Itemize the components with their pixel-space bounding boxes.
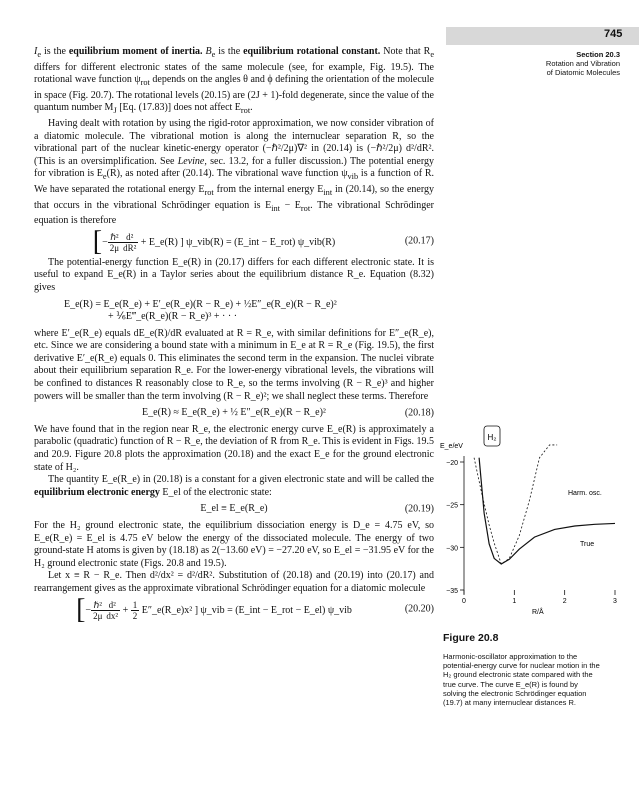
x-axis-label: R/Å [532,609,544,616]
chart-plot-area [446,445,617,605]
body-text [34,46,434,625]
paragraph-2: Having dealt with rotation by using the rigid-rotor approximation, we now consider vibration of a diatomic molecule. The vibrational motion is along the internuclear separation R, so the vibrational part of the nuclear kinetic-energy operator (−ℏ²/2μ)∇² in (20.14) is (−ℏ²/2μ) d²/dR². (This is an oversimplification. See Levine, sec. 13.2, for a fuller discussion.) The potential energy for vibration is $E_e(R)$, as noted after (20.14). The vibrational wave function $\psi_{vib}$ is a function of R. We have separated the rotational energy $E_{rot}$ from the internal energy $E_{int}$ in (20.14), so the energy that occurs in the vibrational Schrödinger equation is $E_{int} - E_{rot}$. The vibrational Schrödinger equation is therefore [34,117,435,227]
page-number: 745 [604,28,623,40]
paragraph-8: Let x ≡ R − R_e. Then d²/dx² = d²/dR². Substitution of (20.18) and (20.19) into (20.17) and rearrangement gives as the approximate vibrational Schrödinger equation for a diatomic molecule [34,570,434,594]
equation-20-19: E_el ≡ E_e(R_e) (20.19) [200,503,434,515]
figure-tag: Figure 20.8 [443,632,499,644]
paragraph-3: The potential-energy function E_e(R) in (20.17) differs for each different electronic state. It is useful to expand E_e(R) in a Taylor series about the equilibrium distance R_e. Equation (8.32) gives [34,256,434,293]
x-tick-label: 0 [462,598,466,605]
equation-number: (20.18) [404,407,434,419]
section-label [470,50,620,77]
x-tick-label: 2 [562,598,567,605]
section-title-1: Rotation and Vibration [545,59,620,68]
y-axis-label: E_e/eV [440,443,463,450]
equation-20-17: [− $\frac{\text{ℏ²}}{2\mu}$ $\frac{\text{d²}}{\text{dR²}}$ + E_e(R) ] ψ_vib(R) = (E_int − E_rot) ψ_vib(R) (20.17) [92,225,434,257]
series-harmonic-line [474,445,557,564]
section-title-2: of Diatomic Molecules [546,68,620,77]
figure-20-8-chart [440,418,630,618]
paragraph-7: For the H₂ ground electronic state, the equilibrium dissociation energy is D_e = 4.75 eV, so E_e(R_e) = E_el is 4.75 eV below the energy of the dissociated molecule. The energy of two ground-state H atoms is given by (18.18) as 2(−13.60 eV) = −27.20 eV, so E_el = −31.95 eV for the H₂ ground electronic state (Figs. 20.8 and 19.5). [34,520,434,569]
paragraph-5: We have found that in the region near R_e, the electronic energy curve E_e(R) is approximately a parabolic (quadratic) function of R − R_e, the deviation of R from R_e. This is evident in Figs. 19.5 and 20.9. Figure 20.8 plots the approximation (20.18) and the exact E_e for the ground electronic state of H₂. [34,423,434,473]
paragraph-4: where E′_e(R_e) equals dE_e(R)/dR evaluated at R = R_e, with similar definitions for E″_e(R_e), etc. Since we are considering a bound state with a minimum in E_e at R = R_e (Fig. 19.5), the first derivative E′_e(R_e) equals 0. This eliminates the second term in the expansion. The nuclei vibrate about their equilibrium separation R_e. For the lower-energy vibrational levels, the vibrations will be confined to distances R reasonably close to R_e, so the terms involving (R − R_e)³ and higher powers will be smaller than the term involving (R − R_e)²; we shall neglect these terms. Therefore [34,327,434,402]
equation-20-20: [− $\frac{\text{ℏ²}}{2\mu}$ $\frac{\text{d²}}{\text{dx²}}$ + $\frac{1}{2}$ E″_e(R_e)x² ] ψ_vib = (E_int − E_rot − E_el) ψ_vib (20.20) [76,593,434,625]
y-tick-label: −25 [446,502,458,510]
equation-number: (20.19) [404,503,434,515]
x-tick-label: 3 [613,598,617,605]
series-true-line [479,458,615,564]
legend-box-label: H₂ [487,433,497,442]
y-tick-label: −30 [446,545,458,553]
y-tick-label: −35 [446,588,458,595]
section-number: Section 20.3 [576,50,620,59]
harm-label: Harm. osc. [568,490,602,497]
equation-taylor: E_e(R) = E_e(R_e) + E′_e(R_e)(R − R_e) + ½E″_e(R_e)(R − R_e)² + ⅙E‴_e(R_e)(R − R_e)³ + · · · [64,298,337,323]
figure-caption: Harmonic-oscillator approximation to the potential-energy curve for nuclear motion in the H₂ ground electronic state compared with the true curve. The curve E_e(R) is found by solving the electronic Schrödinger equation (19.7) at many internuclear distances R. [443,652,600,708]
y-tick-label: −20 [446,460,458,467]
paragraph-6: The quantity E_e(R_e) in (20.18) is a constant for a given electronic state and will be called the equilibrium electronic energy E_el of the electronic state: [34,474,434,498]
equation-number: (20.17) [404,235,434,247]
true-label: True [580,541,595,548]
x-tick-label: 1 [512,598,517,605]
paragraph-1: $I_e$ is the equilibrium moment of inertia. $B_e$ is the equilibrium rotational constant. Note that $R_e$ differs for different electronic states of the same molecule (see, for example, Fig. 19.5). The rotational wave function $\psi_{rot}$ depends on the angles θ and ϕ defining the orientation of the molecule in space (Fig. 20.7). The rotational levels (20.15) are (2J + 1)-fold degenerate, since the value of the quantum number $M_J$ [Eq. (17.83)] does not affect $E_{rot}$. [34,46,435,116]
equation-20-18: E_e(R) ≈ E_e(R_e) + ½ E″_e(R_e)(R − R_e)² (20.18) [142,407,434,419]
equation-number: (20.20) [404,603,434,615]
